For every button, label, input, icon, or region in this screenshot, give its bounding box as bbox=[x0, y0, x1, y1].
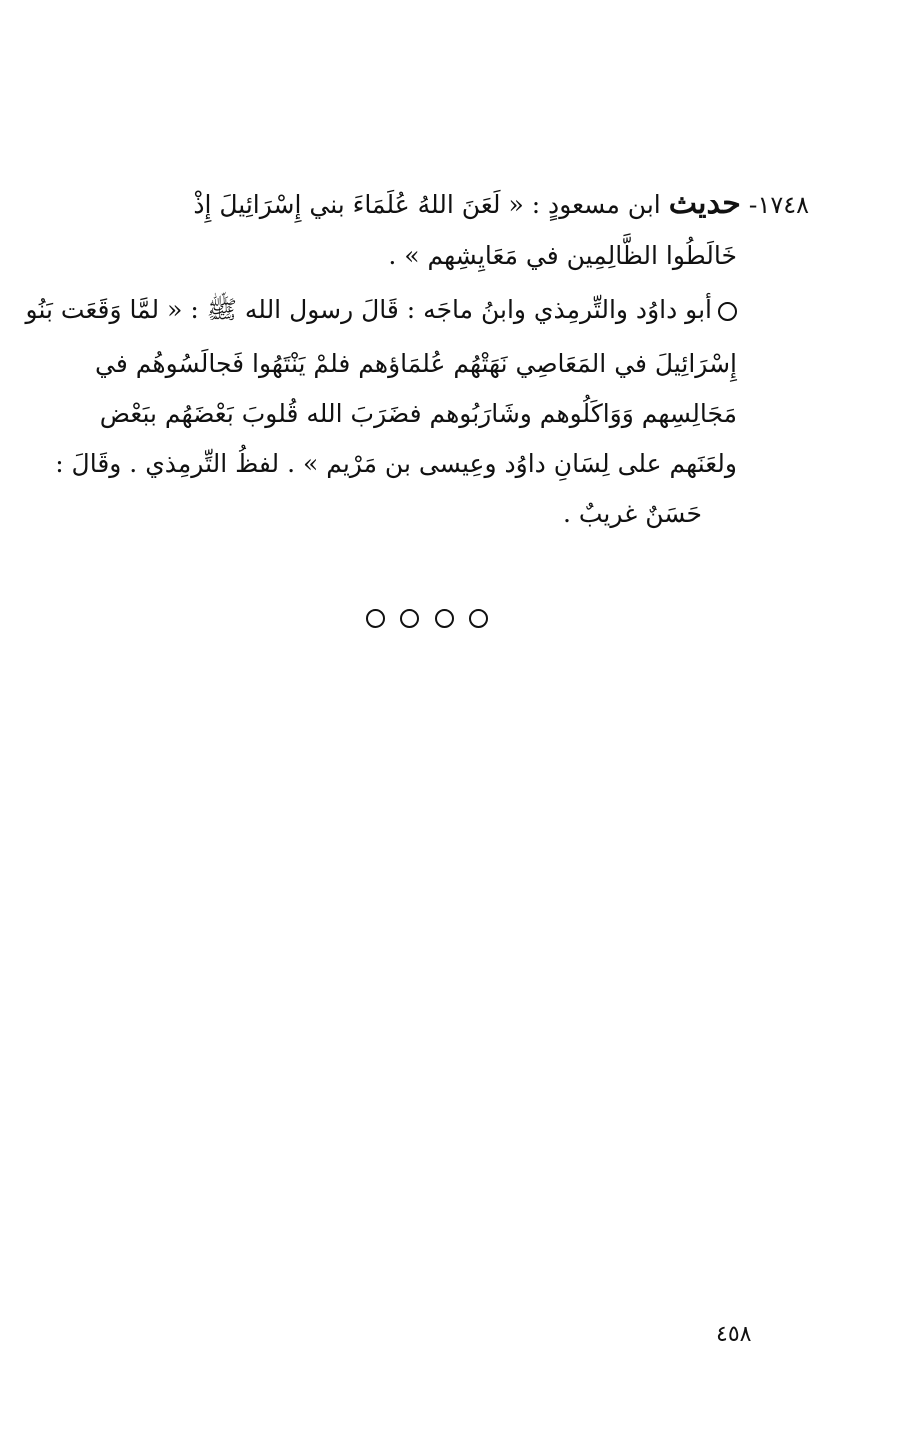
circle-icon bbox=[469, 609, 488, 628]
bullet-circle-icon bbox=[718, 302, 737, 321]
commentary-line-5 bbox=[563, 490, 702, 538]
hadith-number: ١٧٤٨- bbox=[748, 191, 809, 219]
circle-icon bbox=[435, 609, 454, 628]
commentary-text-2: إِسْرَائِيلَ في المَعَاصِي نَهَتْهُم عُلمَاؤهم فلمْ يَنْتَهُوا فَجالَسُوهُم في bbox=[95, 349, 737, 378]
hadith-line-2 bbox=[388, 232, 737, 280]
circle-icon bbox=[366, 609, 385, 628]
commentary-text-3: مَجَالِسِهم وَوَاكَلُوهم وشَارَبُوهم فضَرَبَ الله قُلوبَ بَعْضَهُم ببَعْض bbox=[99, 399, 737, 428]
hadith-heading-line bbox=[193, 180, 809, 228]
hadith-keyword: حديث bbox=[668, 186, 741, 221]
hadith-text-line-2: خَالَطُوا الظَّالِمِين في مَعَايِشِهم » . bbox=[388, 241, 737, 270]
page-number: ٤٥٨ bbox=[716, 1322, 752, 1347]
hadith-text-line-1: ابن مسعودٍ : « لَعَنَ اللهُ عُلَمَاءَ بني إِسْرَائِيلَ إِذْ bbox=[193, 190, 661, 219]
section-separator bbox=[366, 606, 488, 630]
commentary-line-2 bbox=[95, 340, 737, 388]
circle-icon bbox=[400, 609, 419, 628]
commentary-line-3 bbox=[100, 390, 737, 438]
commentary-line-4 bbox=[55, 440, 737, 488]
commentary-text-4: ولعَنَهم على لِسَانِ داوُد وعِيسى بن مَرْيم » . لفظُ التِّرمِذي . وقَالَ : bbox=[55, 449, 737, 478]
commentary-text-5: حَسَنٌ غريبٌ . bbox=[562, 499, 702, 528]
commentary-line-1 bbox=[26, 286, 737, 334]
commentary-text-1: أبو داوُد والتِّرمِذي وابنُ ماجَه : قَالَ رسول الله ﷺ : « لمَّا وَقَعَت بَنُو bbox=[25, 295, 712, 324]
